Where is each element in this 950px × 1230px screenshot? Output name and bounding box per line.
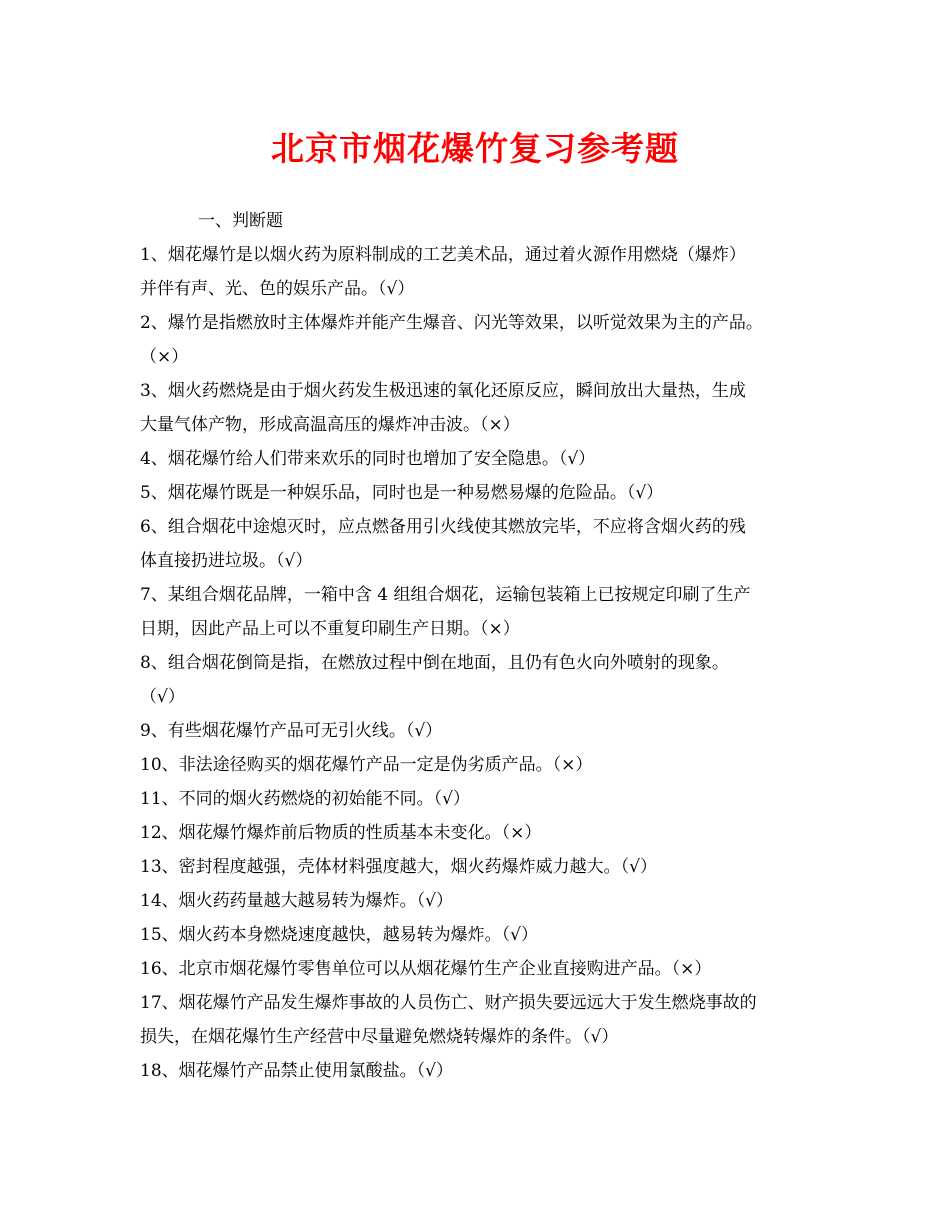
question-list <box>140 238 820 1088</box>
text-line: 体直接扔进垃圾。（√） <box>140 551 313 571</box>
text-line: 6、组合烟花中途熄灭时，应点燃备用引火线使其燃放完毕，不应将含烟火药的残 <box>140 517 746 537</box>
text-line: 损失，在烟花爆竹生产经营中尽量避免燃烧转爆炸的条件。（√） <box>140 1027 619 1047</box>
text-line: （×） <box>140 347 189 367</box>
text-line: 5、烟花爆竹既是一种娱乐品，同时也是一种易燃易爆的危险品。（√） <box>140 483 664 503</box>
text-line: 大量气体产物，形成高温高压的爆炸冲击波。（×） <box>140 415 520 435</box>
text-line: 11、不同的烟火药燃烧的初始能不同。（√） <box>140 789 470 809</box>
text-line: （√） <box>140 687 185 707</box>
section-heading: 一、判断题 <box>198 211 283 231</box>
text-line: 1、烟花爆竹是以烟火药为原料制成的工艺美术品，通过着火源作用燃烧（爆炸） <box>140 245 746 265</box>
text-line: 7、某组合烟花品牌，一箱中含 4 组组合烟花，运输包装箱上已按规定印刷了生产 <box>140 585 751 605</box>
text-line: 18、烟花爆竹产品禁止使用氯酸盐。（√） <box>140 1061 453 1081</box>
text-line: 15、烟火药本身燃烧速度越快，越易转为爆炸。（√） <box>140 925 538 945</box>
text-line: 日期，因此产品上可以不重复印刷生产日期。（×） <box>140 619 520 639</box>
text-line: 9、有些烟花爆竹产品可无引火线。（√） <box>140 721 443 741</box>
document-title: 北京市烟花爆竹复习参考题 <box>271 129 679 168</box>
text-line: 4、烟花爆竹给人们带来欢乐的同时也增加了安全隐患。（√） <box>140 449 596 469</box>
text-line: 13、密封程度越强，壳体材料强度越大，烟火药爆炸威力越大。（√） <box>140 857 657 877</box>
text-line: 16、北京市烟花爆竹零售单位可以从烟花爆竹生产企业直接购进产品。（×） <box>140 959 712 979</box>
text-line: 并伴有声、光、色的娱乐产品。（√） <box>140 279 415 299</box>
text-line: 2、爆竹是指燃放时主体爆炸并能产生爆音、闪光等效果，以听觉效果为主的产品。 <box>140 313 763 333</box>
text-line: 17、烟花爆竹产品发生爆炸事故的人员伤亡、财产损失要远远大于发生燃烧事故的 <box>140 993 757 1013</box>
text-line: 10、非法途径购买的烟花爆竹产品一定是伪劣质产品。（×） <box>140 755 593 775</box>
text-line: 3、烟火药燃烧是由于烟火药发生极迅速的氧化还原反应，瞬间放出大量热，生成 <box>140 381 746 401</box>
text-line: 12、烟花爆竹爆炸前后物质的性质基本未变化。（×） <box>140 823 542 843</box>
text-line: 8、组合烟花倒筒是指，在燃放过程中倒在地面，且仍有色火向外喷射的现象。 <box>140 653 729 673</box>
text-line: 14、烟火药药量越大越易转为爆炸。（√） <box>140 891 453 911</box>
